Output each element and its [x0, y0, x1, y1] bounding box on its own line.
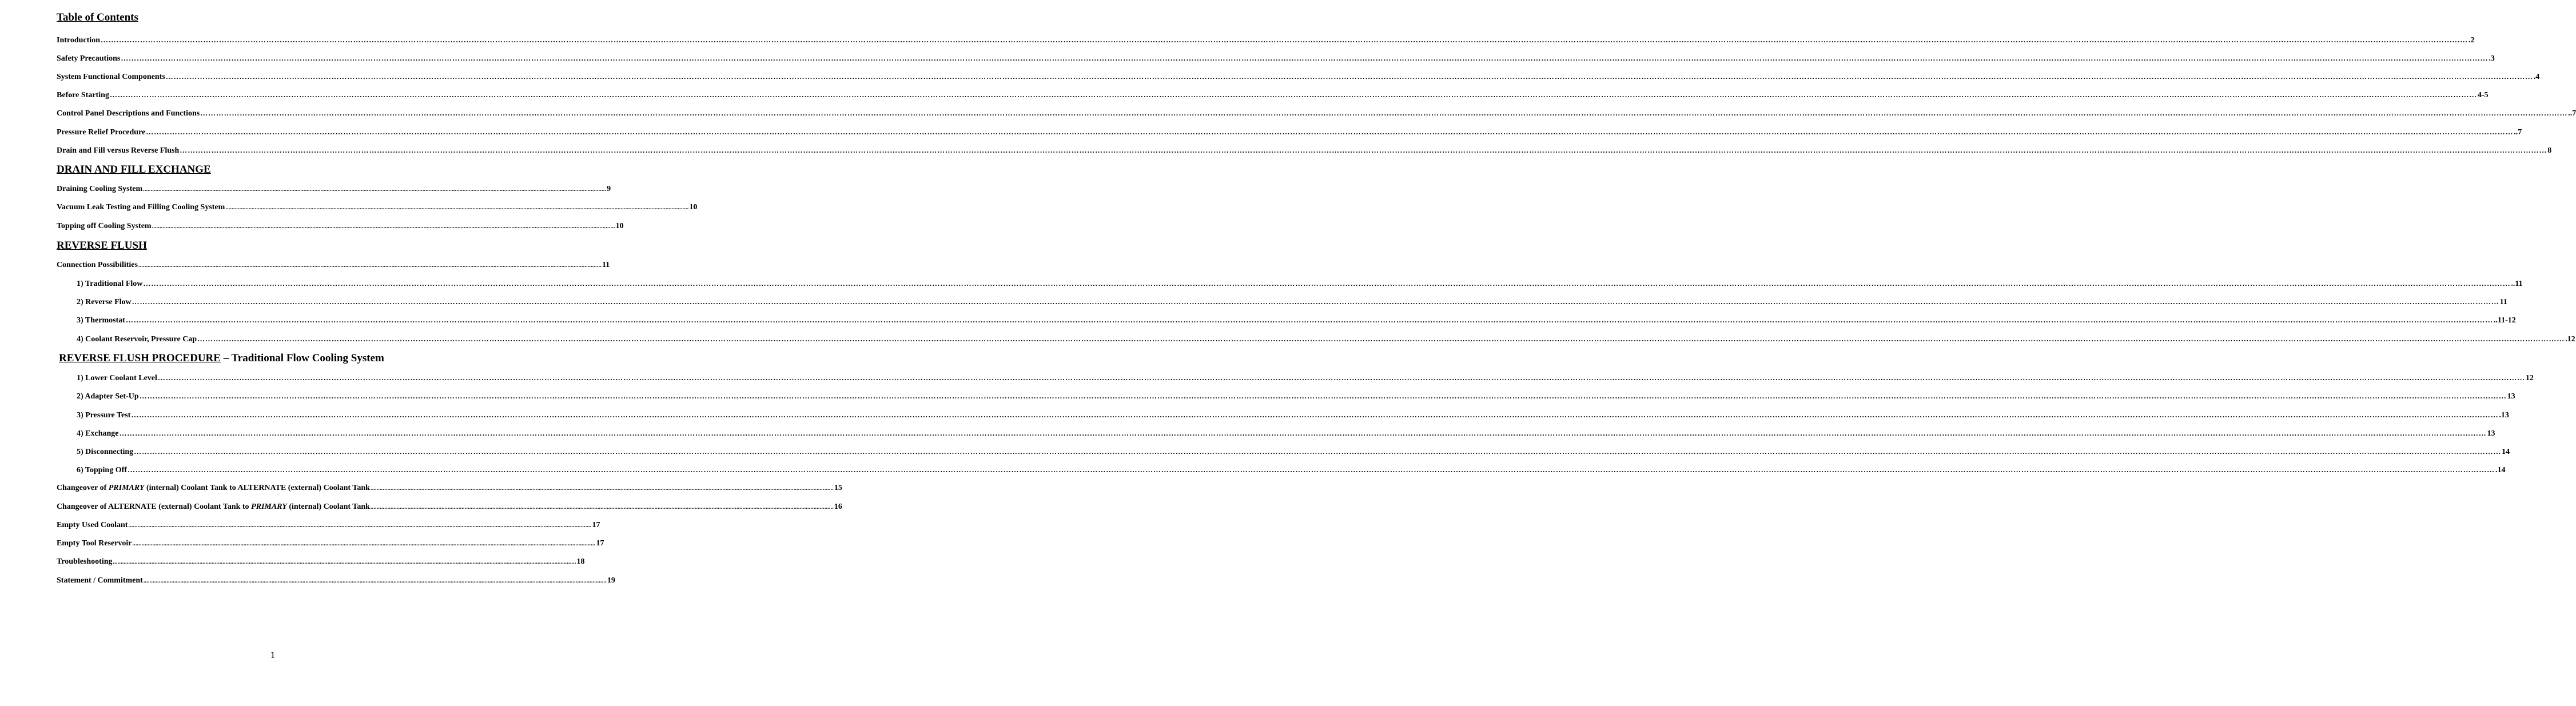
section-heading-reverse-flush-procedure: REVERSE FLUSH PROCEDURE – Traditional Flow Cooling System	[59, 352, 384, 364]
toc-entry-topping-off-procedure[interactable]: 6) Topping Off ……………………………………………………………………………………………………………………………………………………………………………………………………………………………………………………………………………………………………………………………………………………………………………………………………………………………………………………………………………………………………………………………………………………………………………………………………………………………………………………………………………………………………………………………………………………………………………………………………………………………… .14	[77, 465, 2506, 474]
toc-entry-changeover-alternate-to-primary[interactable]: Changeover of ALTERNATE (external) Coolant Tank to PRIMARY (internal) Coolant Tank ............................................................................................................................................................................................................................................................................................................ 16	[57, 502, 443, 512]
toc-entry-thermostat[interactable]: 3) Thermostat ……………………………………………………………………………………………………………………………………………………………………………………………………………………………………………………………………………………………………………………………………………………………………………………………………………………………………………………………………………………………………………………………………………………………………………………………………………………………………………………………………………………………………………………………………………………………………………………………………………………………… ..11-12	[77, 316, 2516, 325]
dot-leader: ............................................................................................................................................................................................................................................................................................................	[225, 205, 689, 211]
section-heading-reverse-flush: REVERSE FLUSH	[57, 240, 147, 252]
toc-entry-exchange[interactable]: 4) Exchange ……………………………………………………………………………………………………………………………………………………………………………………………………………………………………………………………………………………………………………………………………………………………………………………………………………………………………………………………………………………………………………………………………………………………………………………………………………………………………………………………………………………………………………………………………………………………………………………………………………………………… 13	[77, 429, 2495, 438]
toc-entry-empty-tool-reservoir[interactable]: Empty Tool Reservoir ............................................................................................................................................................................................................................................................................................................ 17	[57, 539, 443, 549]
dot-leader: ............................................................................................................................................................................................................................................................................................................	[143, 578, 607, 584]
dot-leader: ............................................................................................................................................................................................................................................................................................................	[138, 262, 602, 269]
toc-entry-pressure-test[interactable]: 3) Pressure Test ……………………………………………………………………………………………………………………………………………………………………………………………………………………………………………………………………………………………………………………………………………………………………………………………………………………………………………………………………………………………………………………………………………………………………………………………………………………………………………………………………………………………………………………………………………………………………………………………………………………………… .13	[77, 410, 2509, 420]
dot-leader: ………………………………………………………………………………………………………………………………………………………………………………………………………………………………………………………………………………………………………………………………………………………………………………………………………………………………………………………………………………………………………………………………………………………………………………………………………………………………………………………………………………………………………………………………………………………………………………………………………………………………	[139, 392, 2507, 400]
toc-entry-coolant-reservoir[interactable]: 4) Coolant Reservoir, Pressure Cap ……………………………………………………………………………………………………………………………………………………………………………………………………………………………………………………………………………………………………………………………………………………………………………………………………………………………………………………………………………………………………………………………………………………………………………………………………………………………………………………………………………………………………………………………………………………………………………………………………………………………… .12	[77, 334, 2575, 344]
dot-leader: ............................................................................................................................................................................................................................................................................................................	[143, 186, 607, 193]
dot-leader: ............................................................................................................................................................................................................................................................................................................	[370, 504, 834, 510]
dot-leader: ............................................................................................................................................................................................................................................................................................................	[128, 522, 592, 529]
toc-entry-troubleshooting[interactable]: Troubleshooting ............................................................................................................................................................................................................................................................................................................ 18	[57, 557, 443, 567]
dot-leader: ………………………………………………………………………………………………………………………………………………………………………………………………………………………………………………………………………………………………………………………………………………………………………………………………………………………………………………………………………………………………………………………………………………………………………………………………………………………………………………………………………………………………………………………………………………………………………………………………………………………………	[165, 72, 2533, 81]
toc-entry-before-starting[interactable]: Before Starting ……………………………………………………………………………………………………………………………………………………………………………………………………………………………………………………………………………………………………………………………………………………………………………………………………………………………………………………………………………………………………………………………………………………………………………………………………………………………………………………………………………………………………………………………………………………………………………………………………………………………… 4-5	[57, 90, 2489, 99]
toc-entry-draining-cooling-system[interactable]: Draining Cooling System ............................................................................................................................................................................................................................................................................................................ 9	[57, 184, 438, 194]
dot-leader: ………………………………………………………………………………………………………………………………………………………………………………………………………………………………………………………………………………………………………………………………………………………………………………………………………………………………………………………………………………………………………………………………………………………………………………………………………………………………………………………………………………………………………………………………………………………………………………………………………………………………	[119, 429, 2487, 437]
toc-entry-empty-used-coolant[interactable]: Empty Used Coolant ............................................................................................................................................................................................................................................................................................................ 17	[57, 520, 443, 531]
dot-leader: ………………………………………………………………………………………………………………………………………………………………………………………………………………………………………………………………………………………………………………………………………………………………………………………………………………………………………………………………………………………………………………………………………………………………………………………………………………………………………………………………………………………………………………………………………………………………………………………………………………………………	[132, 297, 2499, 306]
toc-entry-introduction[interactable]: Introduction ……………………………………………………………………………………………………………………………………………………………………………………………………………………………………………………………………………………………………………………………………………………………………………………………………………………………………………………………………………………………………………………………………………………………………………………………………………………………………………………………………………………………………………………………………………………………………………………………………………………………… .2	[57, 35, 2475, 45]
dot-leader: ………………………………………………………………………………………………………………………………………………………………………………………………………………………………………………………………………………………………………………………………………………………………………………………………………………………………………………………………………………………………………………………………………………………………………………………………………………………………………………………………………………………………………………………………………………………………………………………………………………………………	[134, 447, 2502, 456]
dot-leader: ............................................................................................................................................................................................................................................................................................................	[370, 485, 834, 492]
dot-leader: ………………………………………………………………………………………………………………………………………………………………………………………………………………………………………………………………………………………………………………………………………………………………………………………………………………………………………………………………………………………………………………………………………………………………………………………………………………………………………………………………………………………………………………………………………………………………………………………………………………………………	[200, 109, 2568, 117]
dot-leader: ………………………………………………………………………………………………………………………………………………………………………………………………………………………………………………………………………………………………………………………………………………………………………………………………………………………………………………………………………………………………………………………………………………………………………………………………………………………………………………………………………………………………………………………………………………………………………………………………………………………………	[131, 410, 2499, 419]
dot-leader: ………………………………………………………………………………………………………………………………………………………………………………………………………………………………………………………………………………………………………………………………………………………………………………………………………………………………………………………………………………………………………………………………………………………………………………………………………………………………………………………………………………………………………………………………………………………………………………………………………………………………	[109, 90, 2477, 99]
dot-leader: ............................................................................................................................................................................................................................................................................................................	[132, 541, 596, 547]
page-title: Table of Contents	[57, 11, 138, 23]
toc-entry-pressure-relief[interactable]: Pressure Relief Procedure ……………………………………………………………………………………………………………………………………………………………………………………………………………………………………………………………………………………………………………………………………………………………………………………………………………………………………………………………………………………………………………………………………………………………………………………………………………………………………………………………………………………………………………………………………………………………………………………………………………………………… ..7	[57, 127, 2522, 137]
toc-entry-safety-precautions[interactable]: Safety Precautions ……………………………………………………………………………………………………………………………………………………………………………………………………………………………………………………………………………………………………………………………………………………………………………………………………………………………………………………………………………………………………………………………………………………………………………………………………………………………………………………………………………………………………………………………………………………………………………………………………………………………… .3	[57, 54, 2495, 63]
dot-leader: ………………………………………………………………………………………………………………………………………………………………………………………………………………………………………………………………………………………………………………………………………………………………………………………………………………………………………………………………………………………………………………………………………………………………………………………………………………………………………………………………………………………………………………………………………………………………………………………………………………………………	[146, 127, 2514, 136]
toc-entry-control-panel[interactable]: Control Panel Descriptions and Functions ……………………………………………………………………………………………………………………………………………………………………………………………………………………………………………………………………………………………………………………………………………………………………………………………………………………………………………………………………………………………………………………………………………………………………………………………………………………………………………………………………………………………………………………………………………………………………………………………………………………………… ..7	[57, 109, 2576, 118]
dot-leader: ............................................................................................................................................................................................................................................................................................................	[113, 559, 576, 565]
toc-entry-statement-commitment[interactable]: Statement / Commitment ............................................................................................................................................................................................................................................................................................................ 19	[57, 576, 443, 586]
dot-leader: ………………………………………………………………………………………………………………………………………………………………………………………………………………………………………………………………………………………………………………………………………………………………………………………………………………………………………………………………………………………………………………………………………………………………………………………………………………………………………………………………………………………………………………………………………………………………………………………………………………………………	[121, 54, 2489, 62]
toc-entry-vacuum-leak-testing[interactable]: Vacuum Leak Testing and Filling Cooling System ............................................................................................................................................................................................................................................................................................................ 10	[57, 202, 443, 213]
dot-leader: ………………………………………………………………………………………………………………………………………………………………………………………………………………………………………………………………………………………………………………………………………………………………………………………………………………………………………………………………………………………………………………………………………………………………………………………………………………………………………………………………………………………………………………………………………………………………………………………………………………………………	[143, 279, 2511, 288]
toc-entry-drain-vs-reverse[interactable]: Drain and Fill versus Reverse Flush ……………………………………………………………………………………………………………………………………………………………………………………………………………………………………………………………………………………………………………………………………………………………………………………………………………………………………………………………………………………………………………………………………………………………………………………………………………………………………………………………………………………………………………………………………………………………………………………………………………………………… 8	[57, 146, 2552, 155]
dot-leader: ………………………………………………………………………………………………………………………………………………………………………………………………………………………………………………………………………………………………………………………………………………………………………………………………………………………………………………………………………………………………………………………………………………………………………………………………………………………………………………………………………………………………………………………………………………………………………………………………………………………………	[100, 35, 2468, 44]
toc-entry-topping-off[interactable]: Topping off Cooling System ............................................................................................................................................................................................................................................................................................................ 10	[57, 221, 443, 232]
toc-entry-adapter-setup[interactable]: 2) Adapter Set-Up ……………………………………………………………………………………………………………………………………………………………………………………………………………………………………………………………………………………………………………………………………………………………………………………………………………………………………………………………………………………………………………………………………………………………………………………………………………………………………………………………………………………………………………………………………………………………………………………………………………………………… 13	[77, 392, 2515, 401]
dot-leader: ………………………………………………………………………………………………………………………………………………………………………………………………………………………………………………………………………………………………………………………………………………………………………………………………………………………………………………………………………………………………………………………………………………………………………………………………………………………………………………………………………………………………………………………………………………………………………………………………………………………………	[127, 465, 2495, 474]
dot-leader: ………………………………………………………………………………………………………………………………………………………………………………………………………………………………………………………………………………………………………………………………………………………………………………………………………………………………………………………………………………………………………………………………………………………………………………………………………………………………………………………………………………………………………………………………………………………………………………………………………………………………	[157, 373, 2525, 382]
page-number: 1	[270, 649, 276, 660]
dot-leader: ………………………………………………………………………………………………………………………………………………………………………………………………………………………………………………………………………………………………………………………………………………………………………………………………………………………………………………………………………………………………………………………………………………………………………………………………………………………………………………………………………………………………………………………………………………………………………………………………………………………………	[197, 334, 2565, 343]
toc-entry-disconnecting[interactable]: 5) Disconnecting ……………………………………………………………………………………………………………………………………………………………………………………………………………………………………………………………………………………………………………………………………………………………………………………………………………………………………………………………………………………………………………………………………………………………………………………………………………………………………………………………………………………………………………………………………………………………………………………………………………………………… 14	[77, 447, 2510, 456]
dot-leader: ………………………………………………………………………………………………………………………………………………………………………………………………………………………………………………………………………………………………………………………………………………………………………………………………………………………………………………………………………………………………………………………………………………………………………………………………………………………………………………………………………………………………………………………………………………………………………………………………………………………………	[180, 146, 2547, 154]
toc-entry-system-functional-components[interactable]: System Functional Components ……………………………………………………………………………………………………………………………………………………………………………………………………………………………………………………………………………………………………………………………………………………………………………………………………………………………………………………………………………………………………………………………………………………………………………………………………………………………………………………………………………………………………………………………………………………………………………………………………………………………… .4	[57, 72, 2540, 81]
dot-leader: ………………………………………………………………………………………………………………………………………………………………………………………………………………………………………………………………………………………………………………………………………………………………………………………………………………………………………………………………………………………………………………………………………………………………………………………………………………………………………………………………………………………………………………………………………………………………………………………………………………………………	[125, 316, 2493, 324]
toc-entry-lower-coolant-level[interactable]: 1) Lower Coolant Level ……………………………………………………………………………………………………………………………………………………………………………………………………………………………………………………………………………………………………………………………………………………………………………………………………………………………………………………………………………………………………………………………………………………………………………………………………………………………………………………………………………………………………………………………………………………………………………………………………………………………… 12	[77, 373, 2534, 382]
dot-leader: ............................................................................................................................................................................................................................................................................................................	[152, 224, 615, 230]
toc-entry-changeover-primary-to-alternate[interactable]: Changeover of PRIMARY (internal) Coolant Tank to ALTERNATE (external) Coolant Tank ............................................................................................................................................................................................................................................................................................................ 15	[57, 483, 443, 493]
toc-entry-connection-possibilities[interactable]: Connection Possibilities ............................................................................................................................................................................................................................................................................................................ 11	[57, 260, 443, 270]
toc-entry-reverse-flow[interactable]: 2) Reverse Flow ……………………………………………………………………………………………………………………………………………………………………………………………………………………………………………………………………………………………………………………………………………………………………………………………………………………………………………………………………………………………………………………………………………………………………………………………………………………………………………………………………………………………………………………………………………………………………………………………………………………………… 11	[77, 297, 2507, 306]
section-heading-drain-fill: DRAIN AND FILL EXCHANGE	[57, 163, 211, 175]
toc-entry-traditional-flow[interactable]: 1) Traditional Flow ……………………………………………………………………………………………………………………………………………………………………………………………………………………………………………………………………………………………………………………………………………………………………………………………………………………………………………………………………………………………………………………………………………………………………………………………………………………………………………………………………………………………………………………………………………………………………………………………………………………………… ..11	[77, 279, 2523, 288]
